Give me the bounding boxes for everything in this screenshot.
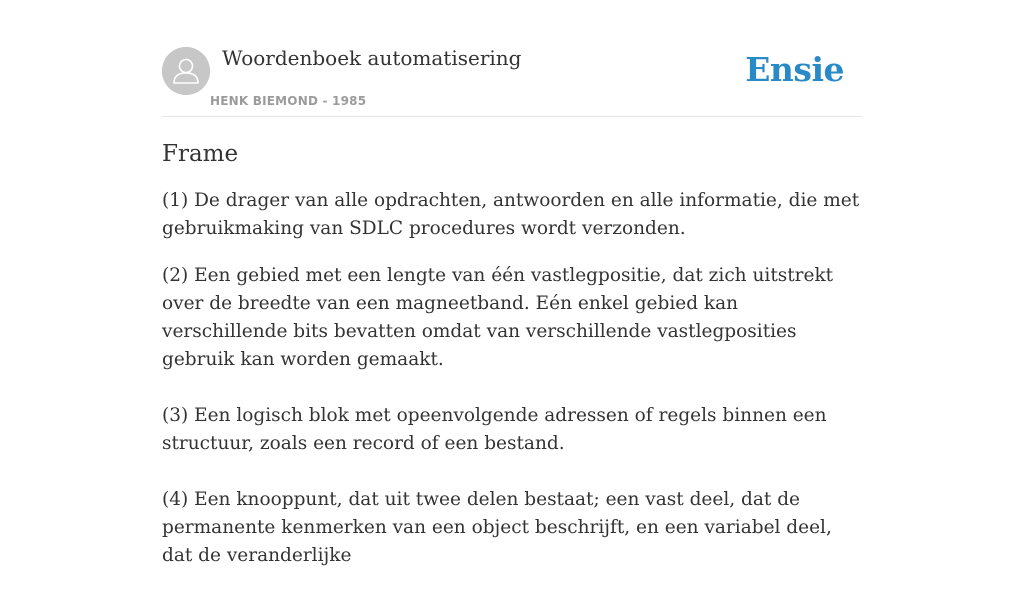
dictionary-header: [162, 46, 862, 117]
definition-2: (2) Een gebied met een lengte van één vastlegpositie, dat zich uitstrekt over de breedte van een magneetband. Eén enkel gebied kan verschillende bits bevatten omdat van verschillende vastlegposities gebruik kan worden gemaakt.: [162, 265, 834, 370]
entry-term: Frame: [162, 141, 239, 167]
author-byline: HENK BIEMOND - 1985: [210, 94, 367, 108]
definition-4: (4) Een knooppunt, dat uit twee delen bestaat; een vast deel, dat de permanente kenmerken van een object beschrijft, en een variabel deel, dat de veranderlijke: [162, 489, 832, 566]
user-avatar-icon[interactable]: [162, 47, 210, 95]
definition-1: (1) De drager van alle opdrachten, antwoorden en alle informatie, die met gebruikmaking van SDLC procedures wordt verzonden.: [162, 190, 860, 239]
definition-3: (3) Een logisch blok met opeenvolgende adressen of regels binnen een structuur, zoals een record of een bestand.: [162, 405, 827, 454]
ensie-logo[interactable]: Ensie: [745, 50, 844, 89]
entry-content: [162, 138, 862, 589]
book-title[interactable]: Woordenboek automatisering: [222, 46, 522, 70]
